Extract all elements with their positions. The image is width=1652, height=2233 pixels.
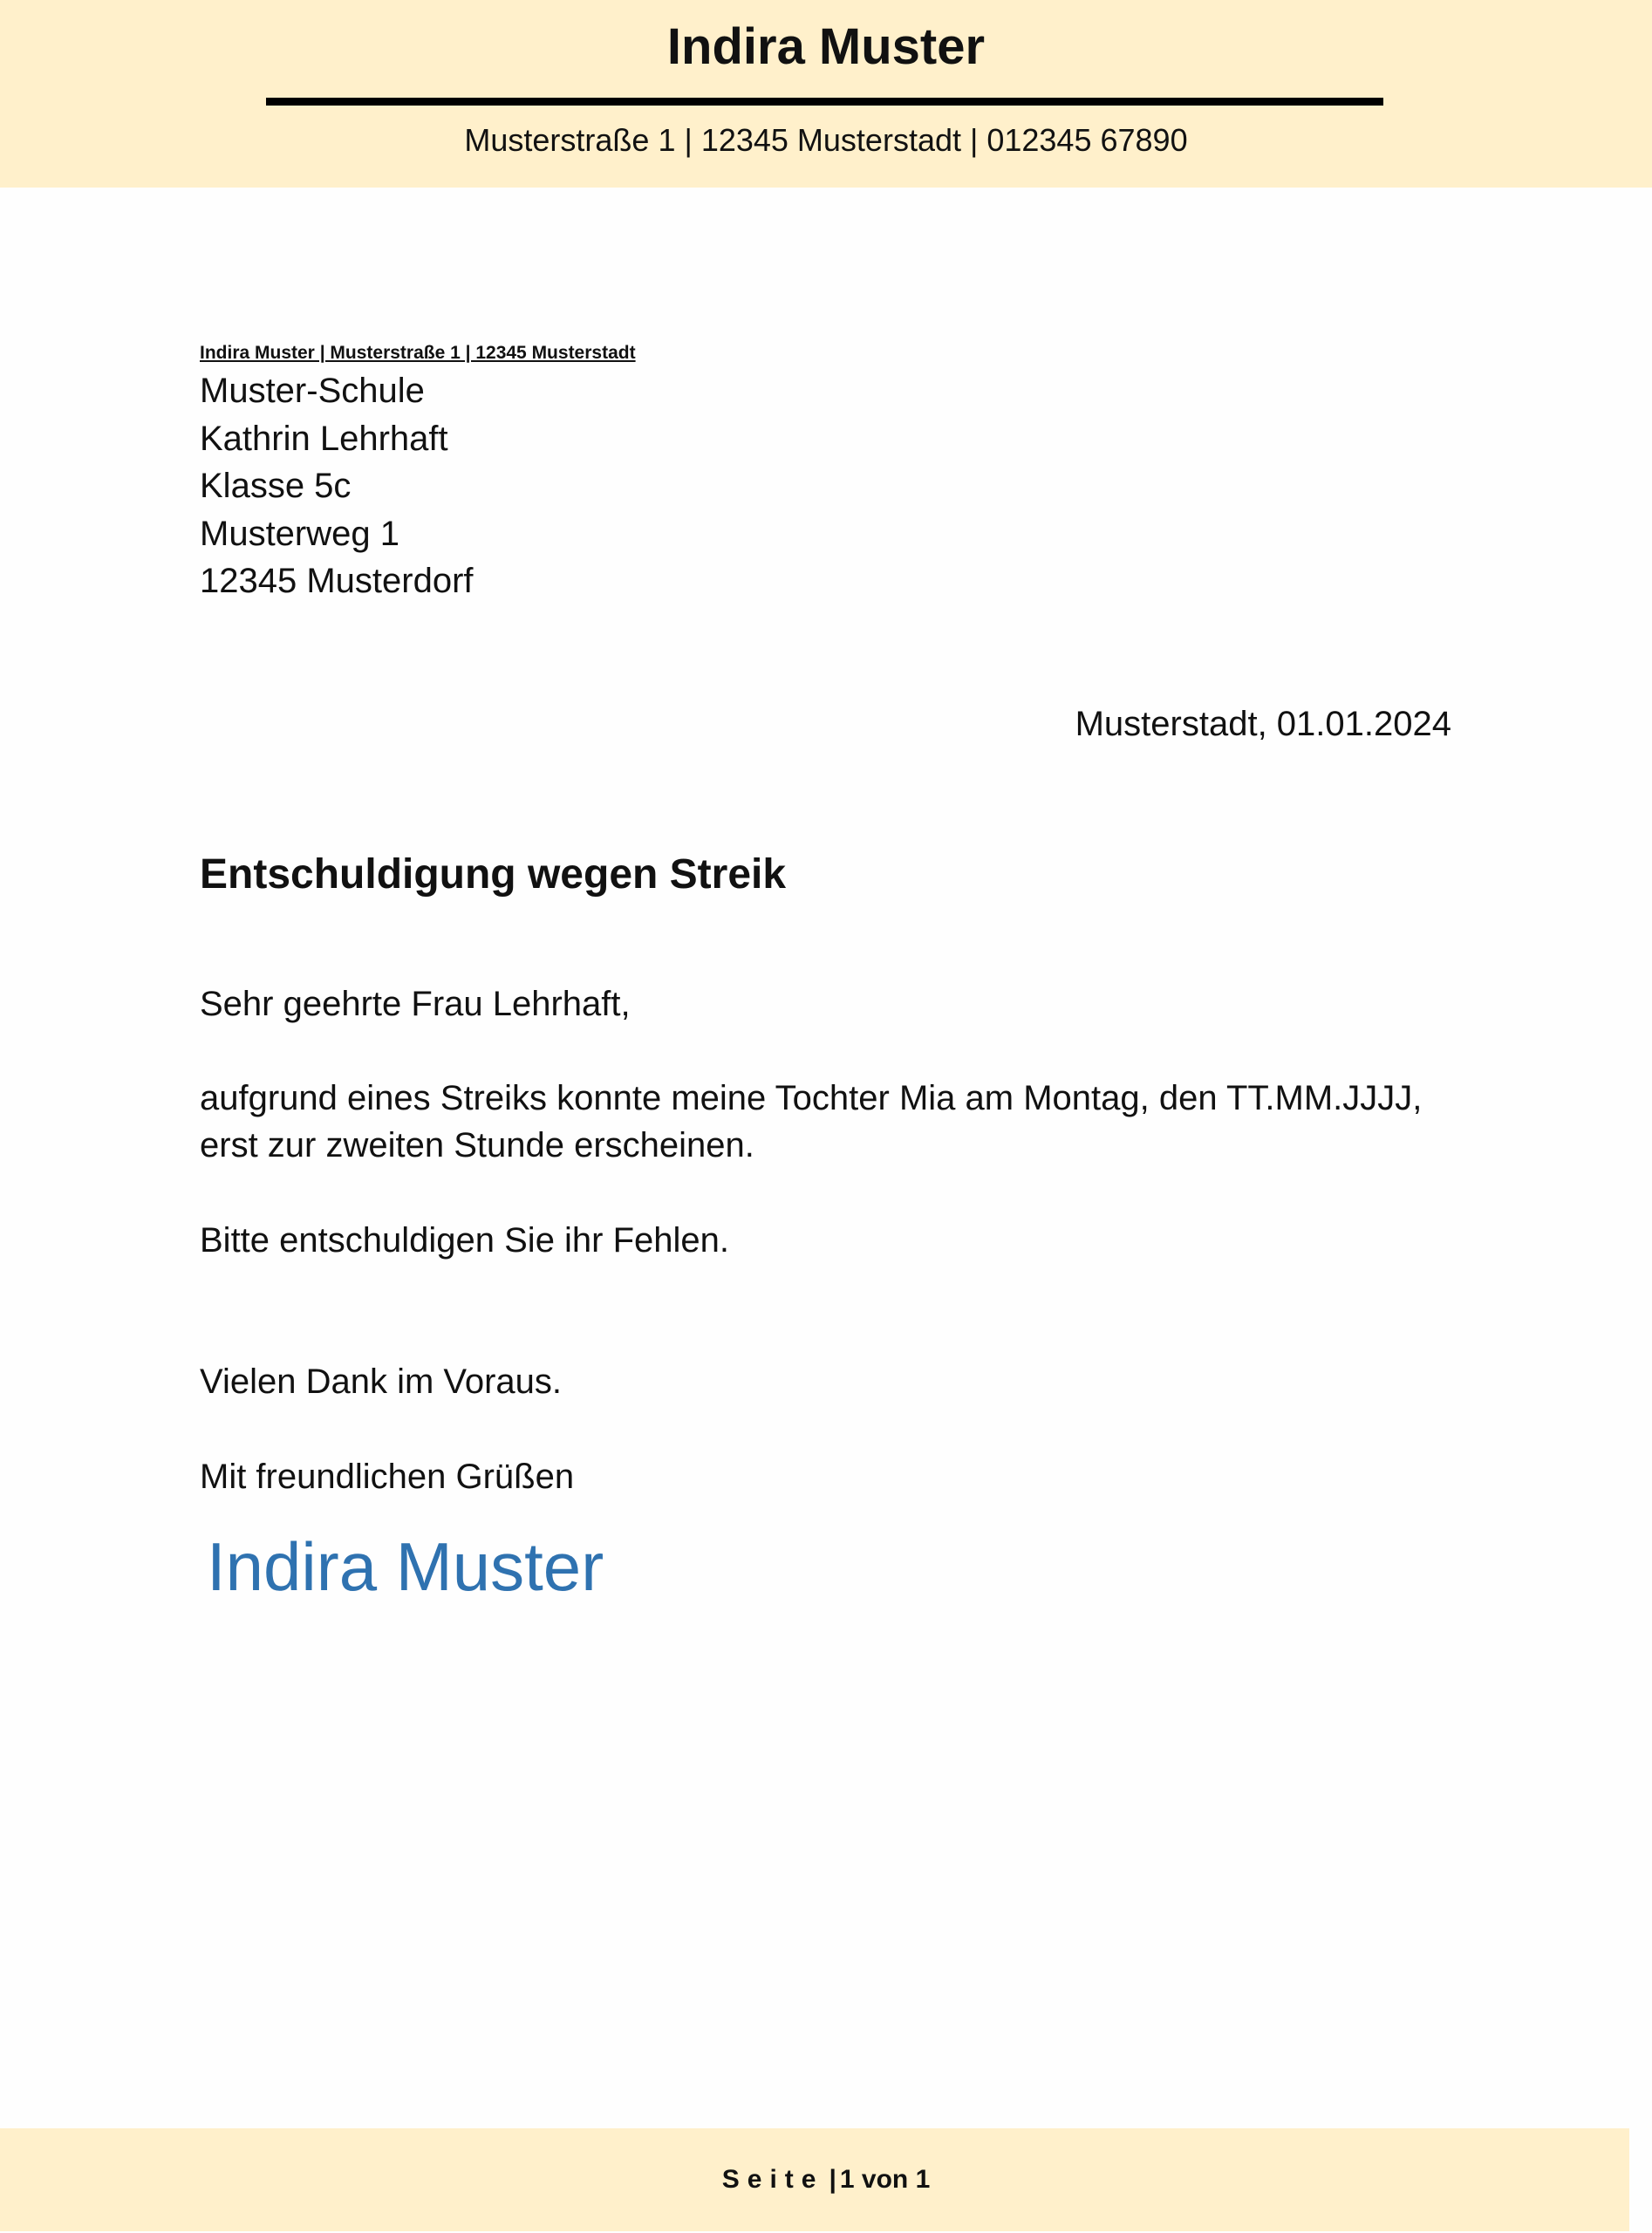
- page-number: [0, 2128, 1652, 2231]
- recipient-line-class: Klasse 5c: [200, 467, 352, 505]
- page-footer: [0, 2128, 1629, 2231]
- page-label: Seite: [721, 2165, 824, 2194]
- recipient-line-school: Muster-Schule: [200, 372, 425, 410]
- letterhead-name: Indira Muster: [666, 18, 986, 75]
- letterhead-contact: Musterstraße 1 | 12345 Musterstadt | 012345 67890: [464, 122, 1188, 158]
- letter-subject: Entschuldigung wegen Streik: [200, 851, 787, 898]
- recipient-line-person: Kathrin Lehrhaft: [200, 419, 448, 458]
- thanks-line: Vielen Dank im Voraus.: [200, 1362, 563, 1401]
- page-count: 1 von 1: [839, 2165, 931, 2194]
- closing-line: Mit freundlichen Grüßen: [200, 1458, 575, 1496]
- body-paragraph-1-line-2: erst zur zweiten Stunde erscheinen.: [200, 1126, 754, 1164]
- body-paragraph-1-line-1: aufgrund eines Streiks konnte meine Tochter Mia am Montag, den TT.MM.JJJJ,: [200, 1079, 1423, 1117]
- recipient-line-city: 12345 Musterdorf: [200, 562, 474, 600]
- sender-return-address: Indira Muster | Musterstraße 1 | 12345 Musterstadt: [200, 343, 636, 363]
- page-separator: |: [829, 2165, 836, 2194]
- recipient-line-street: Musterweg 1: [200, 514, 399, 553]
- letterhead-divider: [266, 98, 1383, 106]
- letterhead: [0, 0, 1652, 188]
- signature: Indira Muster: [207, 1528, 604, 1605]
- place-and-date: Musterstadt, 01.01.2024: [1075, 705, 1451, 743]
- recipient-address: [200, 367, 474, 605]
- salutation: Sehr geehrte Frau Lehrhaft,: [200, 985, 631, 1023]
- body-paragraph-2: Bitte entschuldigen Sie ihr Fehlen.: [200, 1221, 730, 1260]
